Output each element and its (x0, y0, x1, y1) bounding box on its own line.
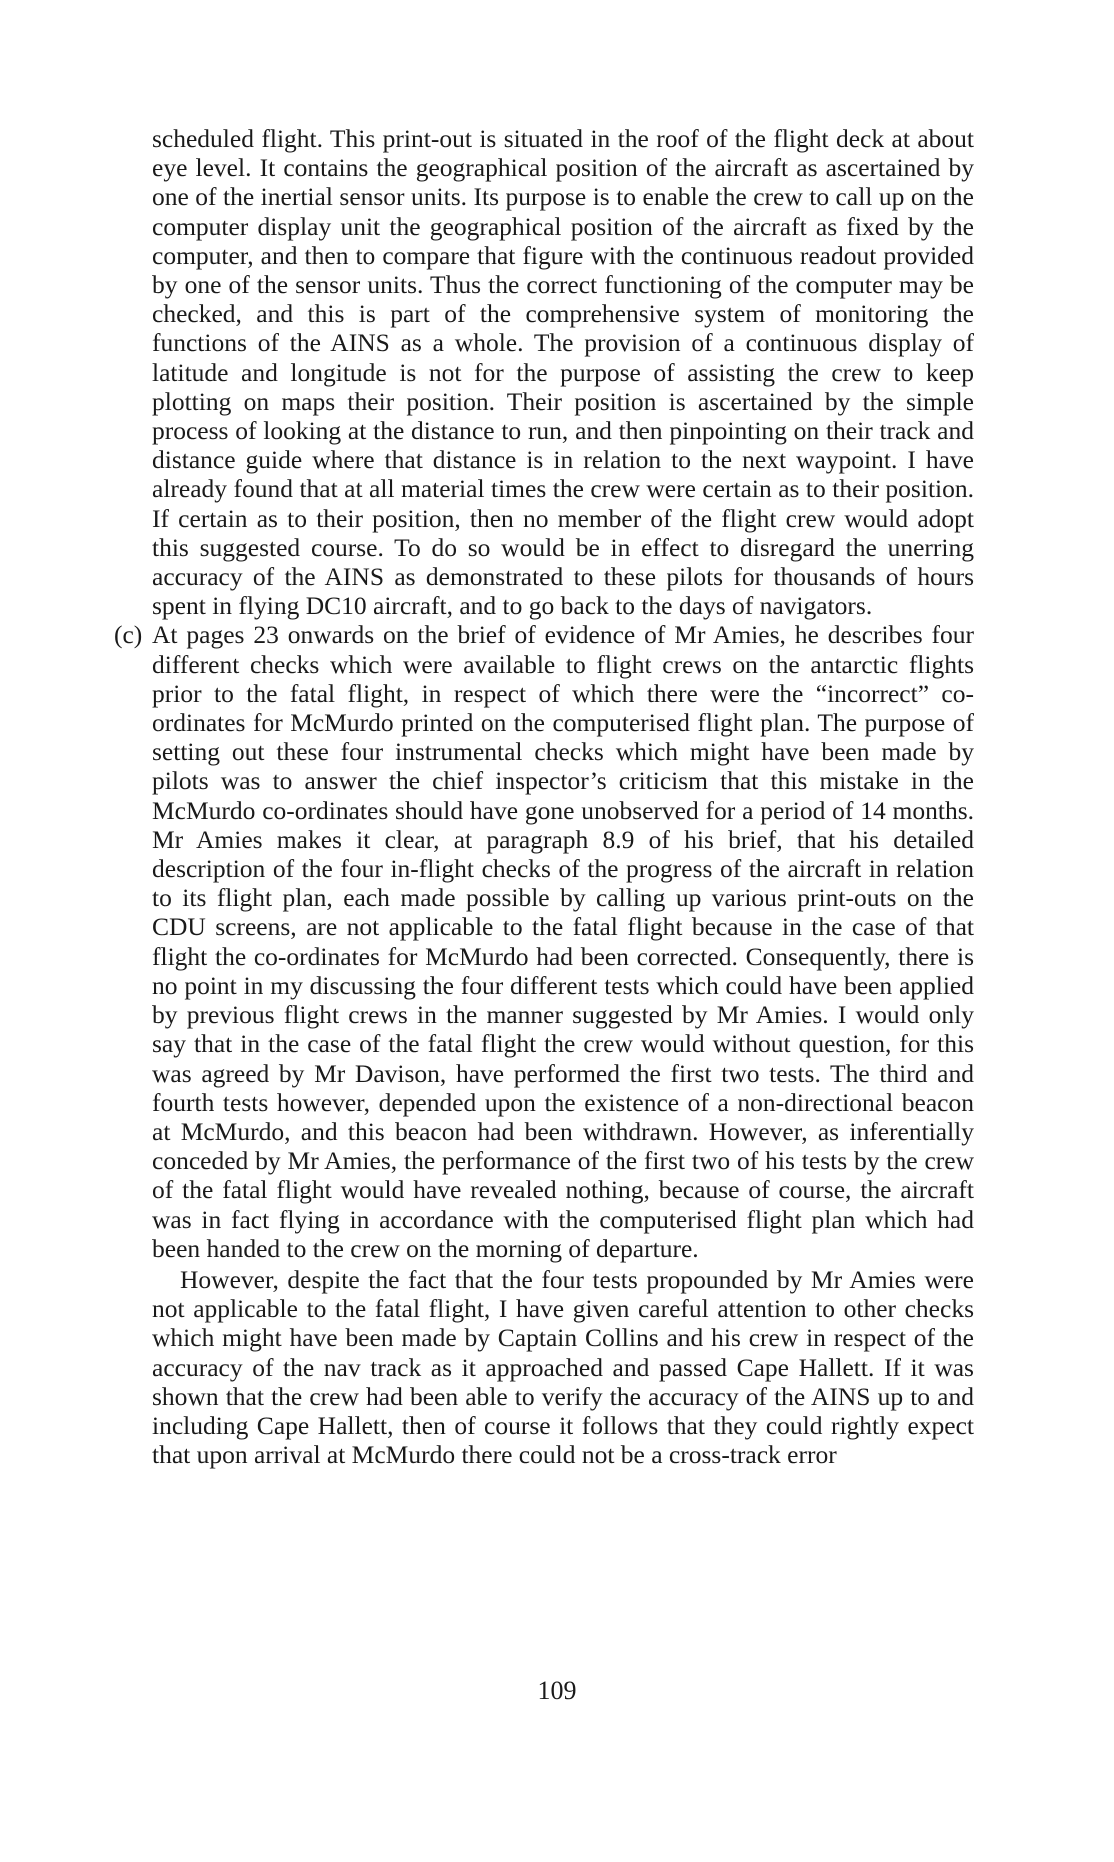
paragraph-item-c (114, 620, 974, 1263)
paragraph-following: However, despite the fact that the four tests propounded by Mr Amies were not applicable to the fatal flight, I have given careful attention to other checks which might have been made by Captain Collins and his crew in respect of the accuracy of the nav track as it approached and passed Cape Hallett. If it was shown that the crew had been able to verify the accuracy of the AINS up to and including Cape Hallett, then of course it follows that they could rightly expect that upon arrival at McMurdo there could not be a cross-track error (152, 1264, 974, 1470)
page-number: 109 (537, 1676, 577, 1705)
item-marker: (c) (114, 620, 143, 650)
body-text (114, 124, 974, 1470)
item-c-text: At pages 23 onwards on the brief of evidence of Mr Amies, he describes four different checks which were available to flight crews on the antarctic flights prior to the fatal flight, in respect of which there were the “incorrect” co-ordinates for McMurdo printed on the computerised flight plan. The purpose of setting out these four instrumental checks which might have been made by pilots was to answer the chief inspector’s criticism that this mistake in the McMurdo co-ordinates should have gone unobserved for a period of 14 months. Mr Amies makes it clear, at paragraph 8.9 of his brief, that his detailed description of the four in-flight checks of the progress of the aircraft in relation to its flight plan, each made possible by calling up various print-outs on the CDU screens, are not applicable to the fatal flight because in the case of that flight the co-ordinates for McMurdo had been corrected. Consequently, there is no point in my discussing the four different tests which could have been applied by previous flight crews in the manner suggested by Mr Amies. I would only say that in the case of the fatal flight the crew would without question, for this was agreed by Mr Davison, have performed the first two tests. The third and fourth tests however, depended upon the existence of a non-directional beacon at McMurdo, and this beacon had been withdrawn. However, as inferentially conceded by Mr Amies, the performance of the first two of his tests by the crew of the fatal flight would have revealed nothing, because of course, the aircraft was in fact flying in accordance with the computerised flight plan which had been handed to the crew on the morning of departure. (152, 620, 974, 1263)
paragraph-continued: scheduled flight. This print-out is situated in the roof of the flight deck at about eye level. It contains the geographical position of the aircraft as ascertained by one of the inertial sensor units. Its purpose is to enable the crew to call up on the computer display unit the geographical position of the aircraft as fixed by the computer, and then to compare that figure with the continuous readout provided by one of the sensor units. Thus the correct functioning of the computer may be checked, and this is part of the comprehensive system of monitoring the functions of the AINS as a whole. The provision of a continuous display of latitude and longitude is not for the purpose of assisting the crew to keep plotting on maps their position. Their position is ascertained by the simple process of looking at the distance to run, and then pinpointing on their track and distance guide where that distance is in relation to the next waypoint. I have already found that at all material times the crew were certain as to their position. If certain as to their position, then no member of the flight crew would adopt this suggested course. To do so would be in effect to disregard the unerring accuracy of the AINS as demonstrated to these pilots for thousands of hours spent in flying DC10 aircraft, and to go back to the days of navigators. (152, 124, 974, 621)
